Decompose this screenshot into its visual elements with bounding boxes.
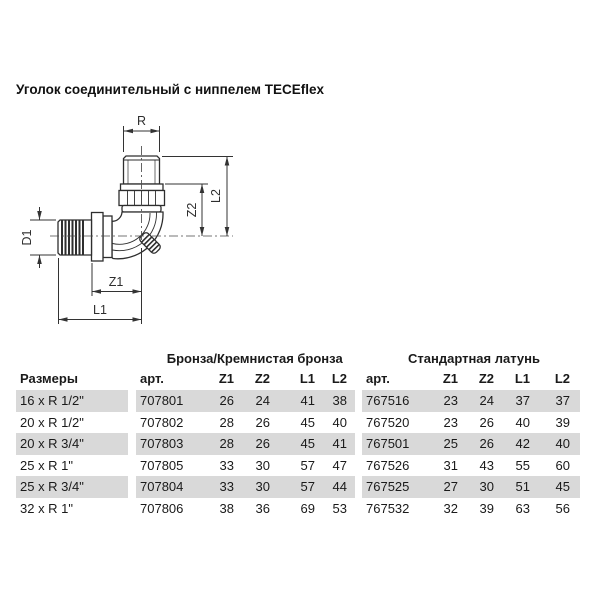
bronze-l1-value: 41 xyxy=(300,393,315,408)
brass-l2-value: 40 xyxy=(555,436,570,451)
brass-art-number: 767526 xyxy=(366,457,410,473)
table-row xyxy=(16,455,580,477)
brass-z2-value: 26 xyxy=(479,414,494,430)
bronze-z2-value: 24 xyxy=(255,393,270,408)
table-column-header-row xyxy=(16,368,580,390)
group-header-bronze: Бронза/Кремнистая бронза xyxy=(166,351,343,366)
bronze-z1-value: 28 xyxy=(219,436,234,451)
dim-label-z1: Z1 xyxy=(108,275,124,289)
col-header-l1-brass: L1 xyxy=(514,371,530,386)
dim-label-d1: D1 xyxy=(20,229,34,246)
bronze-art-number: 707806 xyxy=(140,500,184,516)
brass-l1-value: 37 xyxy=(515,393,530,408)
col-header-z1-bronze: Z1 xyxy=(218,371,234,386)
brass-art-number: 767501 xyxy=(366,436,410,451)
brass-z1-value: 27 xyxy=(443,479,458,494)
table-body xyxy=(16,390,580,519)
bronze-l1-value: 45 xyxy=(300,414,315,430)
dimensions-table xyxy=(16,350,580,519)
brass-z2-value: 24 xyxy=(479,393,494,408)
bronze-art-number: 707801 xyxy=(140,393,184,408)
row-size: 20 x R 3/4" xyxy=(16,433,128,455)
brass-l1-value: 40 xyxy=(515,414,530,430)
bronze-l2-value: 41 xyxy=(332,436,347,451)
bronze-z1-value: 28 xyxy=(219,414,234,430)
col-header-z2-brass: Z2 xyxy=(478,371,494,386)
bronze-z1-value: 33 xyxy=(219,457,234,473)
bronze-art-number: 707802 xyxy=(140,414,184,430)
brass-art-number: 767525 xyxy=(366,479,410,494)
brass-z1-value: 23 xyxy=(443,393,458,408)
bronze-l1-value: 57 xyxy=(300,457,315,473)
brass-z1-value: 23 xyxy=(443,414,458,430)
brass-z2-value: 26 xyxy=(479,436,494,451)
nut-lower-band xyxy=(122,206,161,213)
brass-l2-value: 60 xyxy=(555,457,570,473)
bronze-z2-value: 26 xyxy=(255,414,270,430)
bronze-art-number: 707803 xyxy=(140,436,184,451)
col-header-z1-brass: Z1 xyxy=(442,371,458,386)
barb-nipple xyxy=(58,220,92,255)
dim-label-r: R xyxy=(136,114,147,128)
table-row xyxy=(16,433,580,455)
brass-z2-value: 39 xyxy=(479,500,494,516)
table-row xyxy=(16,412,580,434)
brass-l1-value: 55 xyxy=(515,457,530,473)
bronze-l2-value: 44 xyxy=(332,479,347,494)
group-header-brass: Стандартная латунь xyxy=(408,351,540,366)
brass-art-number: 767516 xyxy=(366,393,410,408)
brass-l1-value: 51 xyxy=(515,479,530,494)
bronze-l1-value: 69 xyxy=(300,500,315,516)
table-row xyxy=(16,390,580,412)
bronze-z2-value: 30 xyxy=(255,479,270,494)
brass-l2-value: 39 xyxy=(555,414,570,430)
brass-l2-value: 45 xyxy=(555,479,570,494)
col-header-l2-bronze: L2 xyxy=(331,371,347,386)
row-size: 20 x R 1/2" xyxy=(20,414,84,430)
brass-z1-value: 32 xyxy=(443,500,458,516)
dim-label-l2: L2 xyxy=(209,189,223,203)
row-size: 32 x R 1" xyxy=(20,500,74,516)
bronze-z1-value: 33 xyxy=(219,479,234,494)
bronze-z2-value: 30 xyxy=(255,457,270,473)
flange xyxy=(92,213,104,262)
bronze-l1-value: 45 xyxy=(300,436,315,451)
step-ring xyxy=(103,216,112,258)
bronze-l2-value: 53 xyxy=(332,500,347,516)
bronze-l2-value: 47 xyxy=(332,457,347,473)
fitting-body xyxy=(58,156,165,261)
table-row xyxy=(16,476,580,498)
col-header-size: Размеры xyxy=(20,371,78,386)
row-size: 25 x R 1" xyxy=(20,457,74,473)
dim-label-l1: L1 xyxy=(93,303,107,317)
bronze-art-number: 707805 xyxy=(140,457,184,473)
brass-l1-value: 63 xyxy=(515,500,530,516)
bronze-z1-value: 26 xyxy=(219,393,234,408)
brass-l2-value: 37 xyxy=(555,393,570,408)
brass-l1-value: 42 xyxy=(515,436,530,451)
col-header-art-brass: арт. xyxy=(366,371,390,386)
brass-z1-value: 25 xyxy=(443,436,458,451)
bronze-l2-value: 38 xyxy=(332,393,347,408)
col-header-z2-bronze: Z2 xyxy=(254,371,270,386)
row-size: 25 x R 3/4" xyxy=(16,476,128,498)
page-title: Уголок соединительный с ниппелем TECEflex xyxy=(16,82,324,97)
brass-z1-value: 31 xyxy=(443,457,458,473)
dim-label-z2: Z2 xyxy=(185,202,199,218)
table-group-header-row xyxy=(16,350,580,368)
brass-art-number: 767532 xyxy=(366,500,410,516)
bronze-z2-value: 36 xyxy=(255,500,270,516)
row-size: 16 x R 1/2" xyxy=(16,390,128,412)
brass-l2-value: 56 xyxy=(555,500,570,516)
brass-art-number: 767520 xyxy=(366,414,410,430)
bronze-z2-value: 26 xyxy=(255,436,270,451)
col-header-art-bronze: арт. xyxy=(140,371,164,386)
bronze-l2-value: 40 xyxy=(332,414,347,430)
col-header-l2-brass: L2 xyxy=(554,371,570,386)
barb-ribs xyxy=(62,220,83,254)
bronze-l1-value: 57 xyxy=(300,479,315,494)
brass-z2-value: 43 xyxy=(479,457,494,473)
bronze-art-number: 707804 xyxy=(140,479,184,494)
col-header-l1-bronze: L1 xyxy=(299,371,315,386)
table-row xyxy=(16,498,580,520)
brass-z2-value: 30 xyxy=(479,479,494,494)
bronze-z1-value: 38 xyxy=(219,500,234,516)
